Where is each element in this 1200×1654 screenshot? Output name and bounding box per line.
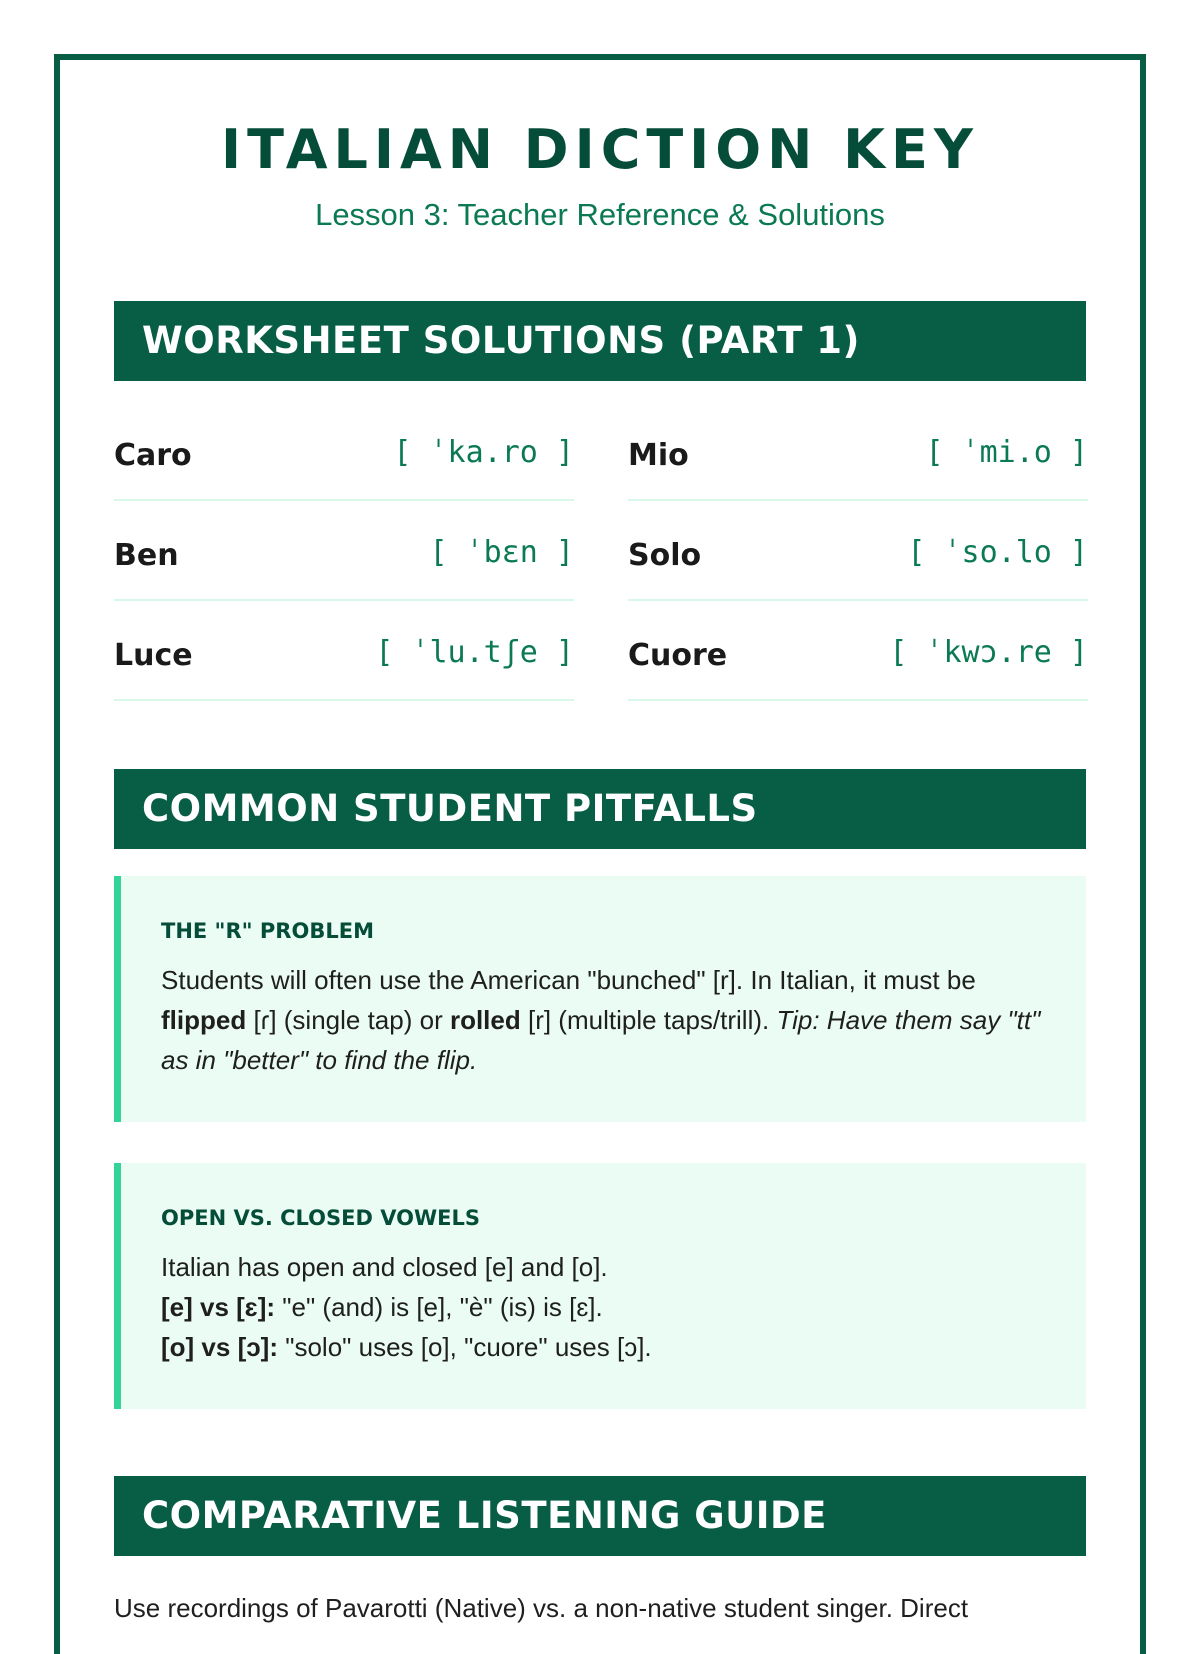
solution-ipa: [ ˈlu.tʃe ] <box>375 634 574 670</box>
solution-word: Solo <box>628 537 702 573</box>
solution-word: Ben <box>114 537 179 573</box>
solution-ipa: [ ˈkwɔ.re ] <box>889 634 1088 670</box>
emphasis-flipped: flipped <box>161 1005 247 1035</box>
callout-title: OPEN VS. CLOSED VOWELS <box>161 1206 480 1230</box>
solution-row <box>114 501 574 601</box>
vowel-pair-e-text: "e" (and) is [e], "è" (is) is [ɛ]. <box>275 1292 603 1322</box>
section-header-worksheet-solutions: WORKSHEET SOLUTIONS (PART 1) <box>114 301 1086 381</box>
emphasis-rolled: rolled <box>449 1005 521 1035</box>
tip-text: Tip: Have them say "tt" as in "better" to find the flip. <box>161 1005 1041 1075</box>
solution-row <box>114 601 574 701</box>
solution-word: Caro <box>114 437 192 473</box>
callout-open-closed-vowels <box>114 1163 1086 1409</box>
listening-guide-text: Use recordings of Pavarotti (Native) vs. a non-native student singer. Direct <box>114 1593 969 1623</box>
solution-row <box>628 601 1088 701</box>
vowel-pair-e-label: [e] vs [ɛ]: <box>161 1292 276 1322</box>
solution-ipa: [ ˈka.ro ] <box>393 434 574 470</box>
callout-title: THE "R" PROBLEM <box>161 919 374 943</box>
document-page <box>54 54 1146 1654</box>
solutions-grid <box>114 401 1086 701</box>
solution-word: Mio <box>628 437 689 473</box>
solution-row <box>628 501 1088 601</box>
section-header-common-pitfalls: COMMON STUDENT PITFALLS <box>114 769 1086 849</box>
body-text: [ɾ] (single tap) or <box>246 1005 450 1035</box>
section-header-listening-guide: COMPARATIVE LISTENING GUIDE <box>114 1476 1086 1556</box>
callout-body <box>161 1247 1046 1367</box>
body-text: [r] (multiple taps/trill). <box>520 1005 777 1035</box>
solution-row <box>628 401 1088 501</box>
solution-ipa: [ ˈso.lo ] <box>907 534 1088 570</box>
solution-word: Luce <box>114 637 193 673</box>
solution-ipa: [ ˈmi.o ] <box>925 434 1088 470</box>
solution-word: Cuore <box>628 637 728 673</box>
body-text: Students will often use the American "bunched" [r]. In Italian, it must be <box>161 965 976 995</box>
callout-body <box>161 960 1046 1080</box>
page-content <box>114 60 1086 1628</box>
solution-row <box>114 401 574 501</box>
vowel-pair-o-text: "solo" uses [o], "cuore" uses [ɔ]. <box>278 1332 652 1362</box>
solution-ipa: [ ˈbɛn ] <box>429 534 574 570</box>
callout-r-problem <box>114 876 1086 1122</box>
page-title: ITALIAN DICTION KEY <box>220 118 980 181</box>
vowels-intro: Italian has open and closed [e] and [o]. <box>161 1252 608 1282</box>
page-subtitle: Lesson 3: Teacher Reference & Solutions <box>315 197 885 232</box>
vowel-pair-o-label: [o] vs [ɔ]: <box>161 1332 278 1362</box>
